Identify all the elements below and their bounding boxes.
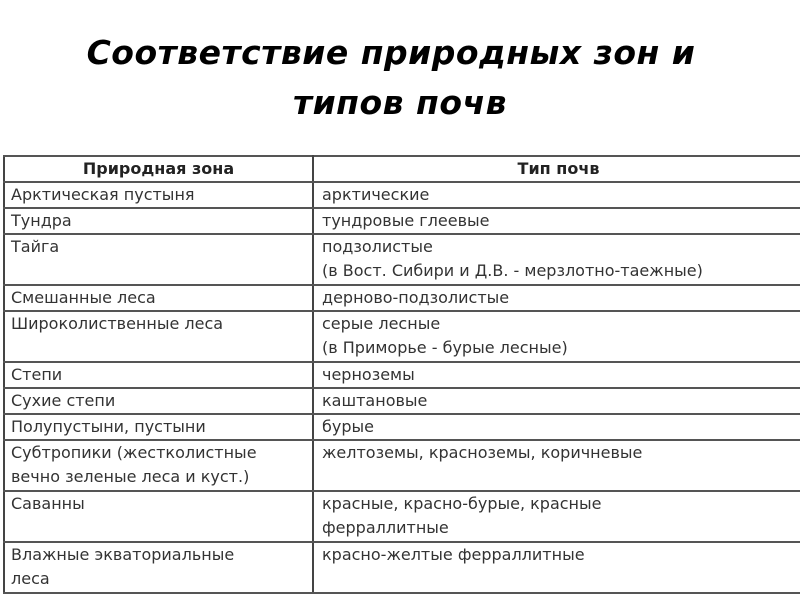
table-row bbox=[4, 362, 800, 388]
slide-title-line-2: типов почв bbox=[292, 83, 508, 122]
zone-text: Арктическая пустыня bbox=[11, 185, 195, 204]
zones-soils-table-container bbox=[3, 155, 800, 594]
table-row bbox=[4, 542, 800, 593]
zone-text-cont: леса bbox=[11, 569, 50, 588]
zone-text: Саванны bbox=[11, 494, 85, 513]
zone-cell bbox=[4, 362, 313, 388]
soil-cell bbox=[313, 208, 800, 234]
zone-cell bbox=[4, 414, 313, 440]
table-header-row bbox=[4, 156, 800, 182]
table-row bbox=[4, 285, 800, 311]
table-row bbox=[4, 414, 800, 440]
soil-text: красно-желтые ферраллитные bbox=[322, 545, 585, 564]
zone-cell bbox=[4, 285, 313, 311]
soil-cell bbox=[313, 440, 800, 491]
soil-cell bbox=[313, 362, 800, 388]
soil-text: арктические bbox=[322, 185, 430, 204]
zone-cell bbox=[4, 182, 313, 208]
soil-text: бурые bbox=[322, 417, 374, 436]
zone-text: Полупустыни, пустыни bbox=[11, 417, 206, 436]
soil-text-cont: ферраллитные bbox=[322, 518, 449, 537]
zone-cell bbox=[4, 440, 313, 491]
soil-cell bbox=[313, 234, 800, 285]
zone-cell bbox=[4, 542, 313, 593]
zone-text: Субтропики (жестколистные bbox=[11, 443, 257, 462]
zone-text: Тайга bbox=[11, 237, 60, 256]
soil-cell bbox=[313, 542, 800, 593]
soil-cell bbox=[313, 182, 800, 208]
zones-soils-table bbox=[3, 155, 800, 594]
zone-text: Степи bbox=[11, 365, 63, 384]
zone-text: Влажные экваториальные bbox=[11, 545, 235, 564]
soil-cell bbox=[313, 491, 800, 542]
table-row bbox=[4, 208, 800, 234]
column-header-soil: Тип почв bbox=[313, 156, 800, 182]
zone-text: Тундра bbox=[11, 211, 72, 230]
soil-text: серые лесные bbox=[322, 314, 441, 333]
soil-text: черноземы bbox=[322, 365, 415, 384]
zone-cell bbox=[4, 491, 313, 542]
soil-cell bbox=[313, 414, 800, 440]
zone-cell bbox=[4, 208, 313, 234]
table-row bbox=[4, 491, 800, 542]
table-row bbox=[4, 440, 800, 491]
table-row bbox=[4, 182, 800, 208]
slide-title-line-1: Соответствие природных зон и bbox=[86, 33, 696, 72]
table-row bbox=[4, 234, 800, 285]
soil-text: красные, красно-бурые, красные bbox=[322, 494, 602, 513]
soil-text: тундровые глеевые bbox=[322, 211, 490, 230]
soil-text: желтоземы, красноземы, коричневые bbox=[322, 443, 643, 462]
zone-text: Широколиственные леса bbox=[11, 314, 224, 333]
zone-cell bbox=[4, 311, 313, 362]
zone-text-cont: вечно зеленые леса и куст.) bbox=[11, 467, 250, 486]
soil-cell bbox=[313, 285, 800, 311]
table-row bbox=[4, 388, 800, 414]
soil-cell bbox=[313, 311, 800, 362]
zone-cell bbox=[4, 234, 313, 285]
soil-note: (в Вост. Сибири и Д.В. - мерзлотно-таежные) bbox=[322, 261, 703, 280]
column-header-zone: Природная зона bbox=[4, 156, 313, 182]
soil-text: дерново-подзолистые bbox=[322, 288, 510, 307]
soil-note: (в Приморье - бурые лесные) bbox=[322, 338, 568, 357]
slide-title bbox=[0, 28, 800, 128]
zone-text: Сухие степи bbox=[11, 391, 116, 410]
soil-text: каштановые bbox=[322, 391, 428, 410]
zone-cell bbox=[4, 388, 313, 414]
soil-text: подзолистые bbox=[322, 237, 433, 256]
zone-text: Смешанные леса bbox=[11, 288, 156, 307]
soil-cell bbox=[313, 388, 800, 414]
table-row bbox=[4, 311, 800, 362]
